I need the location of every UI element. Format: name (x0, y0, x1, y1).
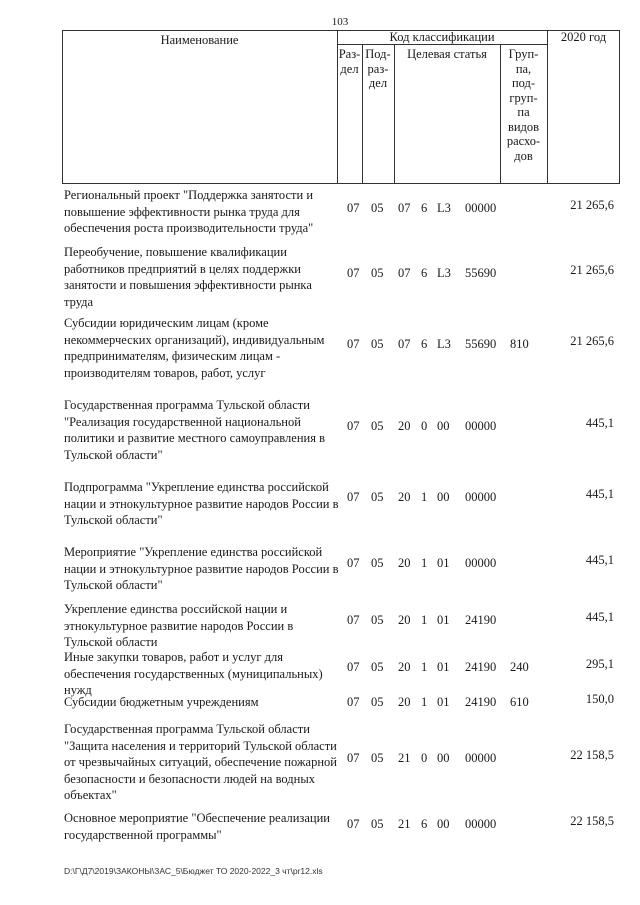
row-code-vr: 240 (510, 660, 529, 674)
row-code-cs3: 01 (437, 695, 450, 709)
row-name: Переобучение, повышение квалификации работников предприятий в целях поддержки занятости и повышения эффективности рынка труда (64, 245, 312, 309)
row-code-cs2: 1 (421, 613, 428, 627)
header-razdel: Раз- дел (338, 47, 361, 76)
row-code-pr: 05 (371, 490, 384, 504)
row-code-cs3: 00 (437, 817, 450, 831)
row-amount: 295,1 (585, 657, 614, 671)
row-code-cs1: 20 (398, 613, 411, 627)
row-name: Иные закупки товаров, работ и услуг для обеспечения государственных (муниципальных) нужд (64, 650, 323, 697)
row-code-cs4: 00000 (465, 490, 497, 504)
row-amount: 445,1 (585, 487, 614, 501)
row-code-cs3: 00 (437, 419, 450, 433)
row-code-cs1: 07 (398, 266, 411, 280)
row-code-vr: 810 (510, 337, 529, 351)
row-code-rz: 07 (347, 613, 360, 627)
header-name: Наименование (160, 33, 239, 47)
row-code-rz: 07 (347, 201, 360, 215)
header-podrazdel: Под- раз- дел (365, 47, 391, 90)
row-code-cs3: 01 (437, 660, 450, 674)
row-amount: 22 158,5 (570, 814, 614, 828)
row-code-cs4: 24190 (465, 695, 497, 709)
row-code-cs3: L3 (437, 337, 451, 351)
row-code-cs1: 20 (398, 490, 411, 504)
row-code-pr: 05 (371, 419, 384, 433)
row-code-cs4: 00000 (465, 201, 497, 215)
row-amount: 21 265,6 (570, 198, 614, 212)
row-name: Государственная программа Тульской области "Защита населения и территорий Тульской области от чрезвычайных ситуаций, обеспечение пожарной безопасности и безопасности людей на водных объектах" (64, 722, 337, 802)
row-code-cs1: 07 (398, 201, 411, 215)
row-name: Основное мероприятие "Обеспечение реализации государственной программы" (64, 811, 330, 842)
row-name: Подпрограмма "Укрепление единства российской нации и этнокультурное развитие народов России в Тульской области" (64, 480, 339, 527)
row-code-cs4: 00000 (465, 817, 497, 831)
row-code-pr: 05 (371, 751, 384, 765)
row-name: Региональный проект "Поддержка занятости и повышение эффективности рынка труда для обеспечения роста производительности труда" (64, 188, 314, 235)
row-code-rz: 07 (347, 266, 360, 280)
row-code-cs3: 00 (437, 751, 450, 765)
row-amount: 445,1 (585, 416, 614, 430)
row-name: Государственная программа Тульской области "Реализация государственной национальной политики и развитие местного самоуправления в Тульской области" (64, 398, 325, 462)
row-code-rz: 07 (347, 695, 360, 709)
row-amount: 445,1 (585, 553, 614, 567)
row-name: Укрепление единства российской нации и этнокультурное развитие народов России в Тульской области (64, 602, 294, 649)
row-code-pr: 05 (371, 817, 384, 831)
row-code-rz: 07 (347, 337, 360, 351)
row-code-pr: 05 (371, 660, 384, 674)
row-code-cs4: 00000 (465, 556, 497, 570)
row-code-cs2: 1 (421, 490, 428, 504)
row-code-cs1: 20 (398, 695, 411, 709)
row-code-cs4: 24190 (465, 660, 497, 674)
header-target: Целевая статья (407, 47, 487, 61)
row-code-cs3: 01 (437, 613, 450, 627)
row-code-cs1: 20 (398, 556, 411, 570)
row-amount: 22 158,5 (570, 748, 614, 762)
row-code-rz: 07 (347, 660, 360, 674)
row-code-cs1: 21 (398, 817, 411, 831)
page-number: 103 (331, 16, 349, 28)
row-code-cs4: 55690 (465, 266, 497, 280)
row-code-cs1: 20 (398, 419, 411, 433)
header-classification: Код классификации (389, 30, 495, 44)
row-code-rz: 07 (347, 751, 360, 765)
row-code-rz: 07 (347, 490, 360, 504)
row-code-cs4: 00000 (465, 751, 497, 765)
row-code-cs1: 21 (398, 751, 411, 765)
row-code-cs3: 00 (437, 490, 450, 504)
row-code-cs4: 55690 (465, 337, 497, 351)
row-code-cs2: 1 (421, 695, 428, 709)
header-year: 2020 год (560, 30, 607, 44)
row-code-cs3: 01 (437, 556, 450, 570)
row-code-rz: 07 (347, 419, 360, 433)
row-code-cs4: 24190 (465, 613, 497, 627)
row-amount: 21 265,6 (570, 263, 614, 277)
row-code-pr: 05 (371, 613, 384, 627)
row-amount: 150,0 (585, 692, 614, 706)
row-name: Мероприятие "Укрепление единства российской нации и этнокультурное развитие народов России в Тульской области" (64, 545, 339, 592)
row-code-pr: 05 (371, 695, 384, 709)
row-name: Субсидии юридическим лицам (кроме некоммерческих организаций), индивидуальным предпринимателям, физическим лицам - производителям товаров, работ, услуг (64, 316, 325, 380)
row-code-cs2: 6 (421, 337, 428, 351)
row-code-pr: 05 (371, 201, 384, 215)
row-name: Субсидии бюджетным учреждениям (64, 695, 259, 709)
row-code-cs2: 6 (421, 817, 428, 831)
row-amount: 21 265,6 (570, 334, 614, 348)
row-code-pr: 05 (371, 337, 384, 351)
row-amount: 445,1 (585, 610, 614, 624)
row-code-rz: 07 (347, 556, 360, 570)
row-code-vr: 610 (510, 695, 529, 709)
row-code-cs2: 1 (421, 660, 428, 674)
row-code-cs3: L3 (437, 266, 451, 280)
row-code-pr: 05 (371, 556, 384, 570)
row-code-cs3: L3 (437, 201, 451, 215)
row-code-cs4: 00000 (465, 419, 497, 433)
row-code-cs2: 0 (421, 751, 428, 765)
row-code-cs2: 1 (421, 556, 428, 570)
row-code-cs1: 20 (398, 660, 411, 674)
file-path-footer: D:\Г\Д7\2019\ЗАКОНЫ\ЗАС_5\Бюджет ТО 2020-2022_3 чт\pr12.xls (64, 866, 323, 876)
row-code-cs2: 6 (421, 266, 428, 280)
row-code-rz: 07 (347, 817, 360, 831)
row-code-pr: 05 (371, 266, 384, 280)
row-code-cs1: 07 (398, 337, 411, 351)
row-code-cs2: 0 (421, 419, 428, 433)
header-group: Груп- па, под- груп- па видов расхо- дов (506, 47, 541, 163)
row-code-cs2: 6 (421, 201, 428, 215)
